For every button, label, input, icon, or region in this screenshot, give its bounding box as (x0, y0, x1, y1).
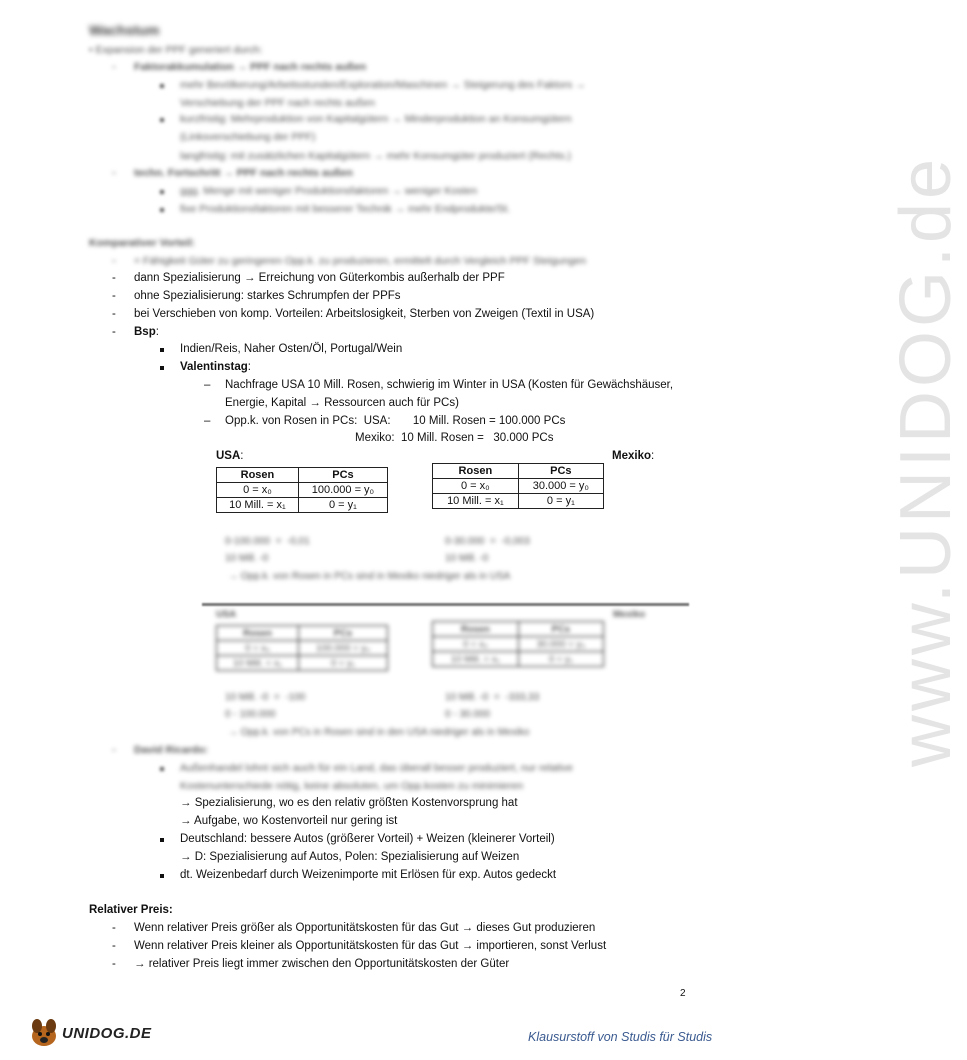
dash-marker: - (112, 922, 116, 934)
list-item: Deutschland: bessere Autos (größerer Vorteil) + Weizen (kleinerer Vorteil) (180, 833, 555, 845)
mexiko-table (432, 463, 604, 509)
list-item: ohne Spezialisierung: starkes Schrumpfen der PPFs (134, 290, 401, 302)
table-cell: 100.000 = y₀ (298, 641, 387, 656)
table-cell: 10 Mill. = x₁ (217, 656, 299, 671)
bullet-square (160, 874, 164, 878)
table-header-row (433, 622, 604, 637)
blurred-formula: 0-30.000 = -0,003 (445, 536, 530, 547)
bsp-label-text: Bsp (134, 326, 156, 338)
table-header: Rosen (217, 468, 299, 483)
dog-icon (24, 1016, 64, 1050)
blurred-line: mehr Bevölkerung/Arbeitsstunden/Exploration/Maschinen → Steigerung des Faktors → (180, 79, 586, 91)
list-item: dt. Weizenbedarf durch Weizenimporte mit Erlösen für exp. Autos gedeckt (180, 869, 557, 881)
usa-table (216, 467, 388, 513)
blurred-formula: 10 Mill. -0 = -100 (225, 692, 306, 703)
footer-tagline: Klausurstoff von Studis für Studis (528, 1030, 713, 1044)
dash-marker: - (112, 958, 116, 970)
blurred-mexiko-table (432, 621, 604, 667)
table-row (433, 479, 604, 494)
list-item: Nachfrage USA 10 Mill. Rosen, schwierig im Winter in USA (Kosten für Gewächshäuser, (225, 379, 674, 391)
blurred-line: Kostenunterschiede nötig, keine absoluten, um Opp.kosten zu minimieren (180, 780, 524, 792)
mexiko-colon: : (651, 450, 655, 462)
table-cell: 10 Mill. = x₁ (433, 652, 519, 667)
list-item: Mexiko: 10 Mill. Rosen = 30.000 PCs (355, 432, 554, 444)
section-heading-wachstum: Wachstum (89, 22, 160, 38)
dash-marker: - (112, 290, 116, 302)
list-item: Opp.k. von Rosen in PCs: USA: 10 Mill. Rosen = 100.000 PCs (225, 415, 566, 427)
dash-marker: - (112, 272, 116, 284)
blurred-heading-ricardo: David Ricardo: (134, 744, 209, 756)
dash-marker: - (112, 744, 116, 756)
watermark-text: www.UNIDOG.de (886, 154, 967, 768)
logo-text: UNIDOG.DE (62, 1025, 152, 1042)
table-cell: 0 = x₀ (433, 479, 519, 494)
list-item: Wenn relativer Preis größer als Opportunitätskosten für das Gut → dieses Gut produzieren (134, 922, 596, 934)
blurred-line: Verschiebung der PPF nach rechts außen (180, 97, 375, 109)
dash-marker: - (112, 326, 116, 338)
list-item: dann Spezialisierung → Erreichung von Güterkombis außerhalb der PPF (134, 272, 505, 284)
table-cell: 30.000 = y₀ (518, 637, 603, 652)
blurred-line: Außenhandel lohnt sich auch für ein Land, das überall besser produziert, nur relative (180, 762, 573, 774)
table-header: Rosen (433, 622, 519, 637)
table-cell: 0 = x₀ (217, 641, 299, 656)
table-header: PCs (298, 468, 387, 483)
blurred-line: langfristig: mit zusätzlichen Kapitalgütern → mehr Konsumgüter produziert (Rechts.) (180, 150, 572, 162)
blurred-usa-table (216, 625, 388, 671)
bullet-square (160, 767, 164, 771)
valentinstag-label-text: Valentinstag (180, 361, 248, 373)
usa-colon: : (240, 450, 244, 462)
blurred-line: techn. Fortschritt → PPF nach rechts außen (134, 167, 353, 179)
valentinstag-label (180, 361, 251, 373)
blurred-formula: 0 - 30.000 (445, 709, 491, 720)
list-item: Energie, Kapital → Ressourcen auch für PCs) (225, 397, 459, 409)
unidog-logo[interactable] (24, 1016, 154, 1048)
table-header: PCs (518, 622, 603, 637)
table-cell: 0 = x₀ (217, 483, 299, 498)
table-row (433, 652, 604, 667)
list-item: Indien/Reis, Naher Osten/Öl, Portugal/Wein (180, 343, 403, 355)
table-cell: 0 = y₁ (298, 498, 387, 513)
mexiko-label (612, 450, 654, 462)
blurred-formula: 0 - 100.000 (225, 709, 276, 720)
dash-marker: – (204, 379, 211, 391)
horizontal-rule (202, 603, 689, 606)
table-header: Rosen (433, 464, 519, 479)
table-cell: 0 = x₀ (433, 637, 519, 652)
blurred-line: kurzfristig: Mehrproduktion von Kapitalgütern → Minderproduktion an Konsumgütern (180, 113, 572, 125)
list-item: → Spezialisierung, wo es den relativ größten Kostenvorsprung hat (180, 797, 518, 809)
dash-marker: – (204, 415, 211, 427)
table-cell: 0 = y₁ (518, 652, 603, 667)
list-item: → Aufgabe, wo Kostenvorteil nur gering ist (180, 815, 398, 827)
bullet-square (160, 118, 164, 122)
mexiko-label-text: Mexiko (612, 450, 651, 462)
table-header-row (433, 464, 604, 479)
list-item: Wenn relativer Preis kleiner als Opportunitätskosten für das Gut → importieren, sonst Verlust (134, 940, 607, 952)
usa-label-text: USA (216, 450, 241, 462)
dash-marker: - (112, 61, 116, 73)
bsp-label (134, 326, 159, 338)
blurred-line: Faktorakkumulation → PPF nach rechts außen (134, 61, 367, 73)
bullet-square (160, 84, 164, 88)
dash-marker: - (112, 255, 116, 267)
dash-marker: - (112, 940, 116, 952)
blurred-heading-komparativ: Komparativer Vorteil: (89, 237, 195, 249)
valentinstag-colon: : (247, 361, 251, 373)
table-cell: 10 Mill. = x₁ (433, 494, 519, 509)
table-row (217, 656, 388, 671)
dash-marker: - (112, 167, 116, 179)
table-row (433, 494, 604, 509)
blurred-line: = Fähigkeit Güter zu geringeren Opp.k. zu produzieren, ermittelt durch Vergleich PPF Steigungen (134, 255, 587, 267)
list-item: → relativer Preis liegt immer zwischen den Opportunitätskosten der Güter (134, 958, 510, 970)
bullet-square (160, 190, 164, 194)
blurred-line: (Linksverschiebung der PPF) (180, 131, 316, 143)
bullet-square (160, 838, 164, 842)
table-cell: 0 = y₁ (518, 494, 603, 509)
blurred-conclusion: → Opp.k. von Rosen in PCs sind in Mexiko niedriger als in USA (228, 571, 511, 582)
table-row (217, 498, 388, 513)
blurred-intro: • Expansion der PPF generiert durch: (89, 44, 263, 56)
blurred-formula: 10 Mill. -0 (225, 553, 269, 564)
list-item: bei Verschieben von komp. Vorteilen: Arbeitslosigkeit, Sterben von Zweigen (Textil in USA) (134, 308, 595, 320)
section-heading-relativer-preis: Relativer Preis: (89, 904, 173, 916)
table-header: PCs (518, 464, 603, 479)
table-row (433, 637, 604, 652)
bullet-square (160, 208, 164, 212)
blurred-line: ggg. Menge mit weniger Produktionsfaktoren → weniger Kosten (180, 185, 478, 197)
blurred-conclusion: → Opp.k. von PCs in Rosen sind in den USA niedriger als in Mexiko (228, 727, 530, 738)
page-number: 2 (680, 988, 686, 999)
table-header: Rosen (217, 626, 299, 641)
blurred-formula: 10 Mill. -0 = -333,33 (445, 692, 540, 703)
table-header-row (217, 626, 388, 641)
bsp-colon: : (155, 326, 159, 338)
bullet-square (160, 348, 164, 352)
blurred-line: fixe Produktionsfaktoren mit besserer Technik → mehr Endprodukte/St. (180, 203, 511, 215)
table-row (217, 641, 388, 656)
blurred-formula: 0-100.000 = -0,01 (225, 536, 310, 547)
blurred-mexiko-label: Mexiko (613, 609, 646, 620)
table-header: PCs (298, 626, 387, 641)
list-item: → D: Spezialisierung auf Autos, Polen: Spezialisierung auf Weizen (180, 851, 520, 863)
bullet-square (160, 366, 164, 370)
table-row (217, 483, 388, 498)
table-cell: 10 Mill. = x₁ (217, 498, 299, 513)
usa-label (216, 450, 243, 462)
dash-marker: - (112, 308, 116, 320)
table-header-row (217, 468, 388, 483)
blurred-usa-label: USA (216, 609, 237, 620)
table-cell: 100.000 = y₀ (298, 483, 387, 498)
table-cell: 0 = y₁ (298, 656, 387, 671)
blurred-formula: 10 Mill. -0 (445, 553, 489, 564)
table-cell: 30.000 = y₀ (518, 479, 603, 494)
